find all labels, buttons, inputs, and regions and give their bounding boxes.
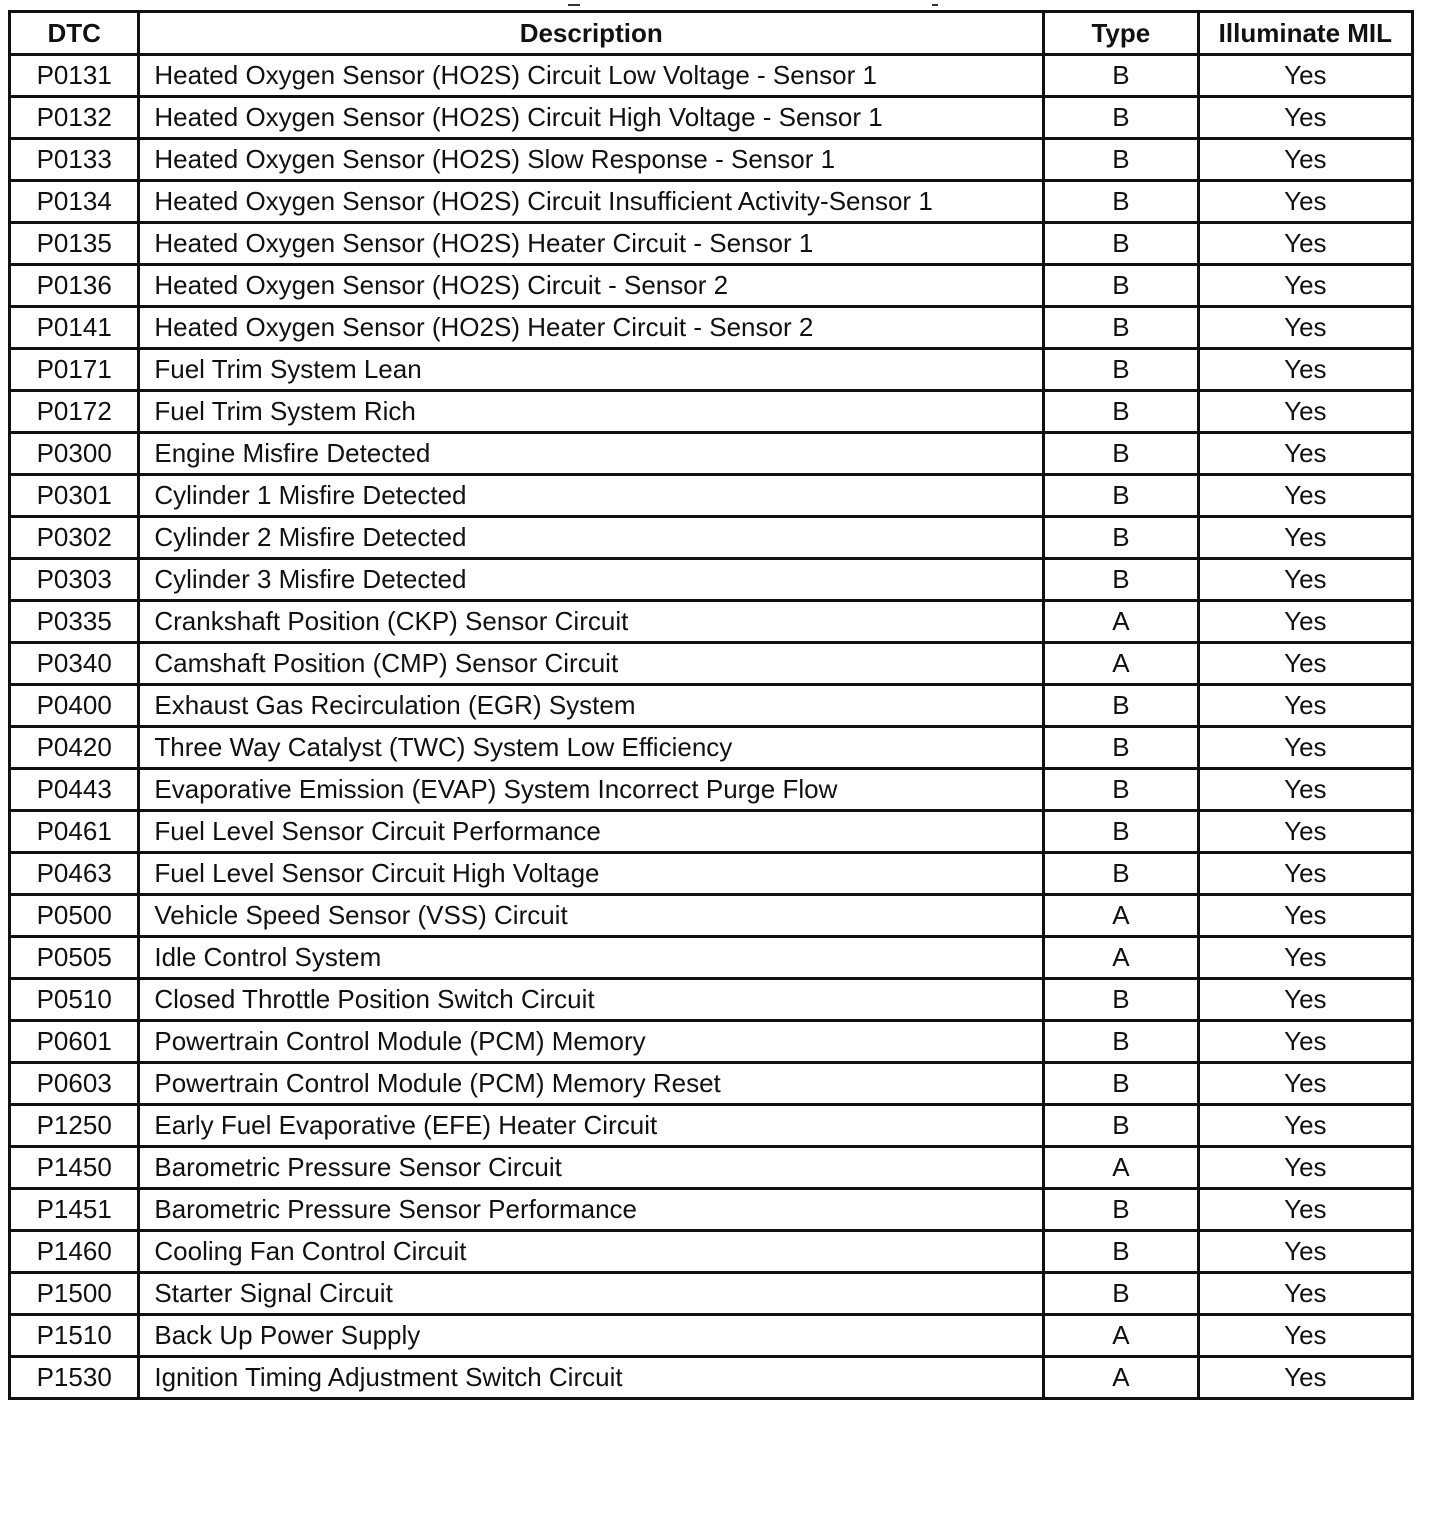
dtc-code: P0133 [10,139,139,181]
header-description: Description [139,12,1044,55]
scan-mark [568,4,580,6]
scan-mark [932,4,938,6]
table-row [10,223,1413,265]
dtc-description: Heated Oxygen Sensor (HO2S) Circuit Low Voltage - Sensor 1 [139,55,1044,97]
dtc-description: Heated Oxygen Sensor (HO2S) Circuit Insufficient Activity-Sensor 1 [139,181,1044,223]
dtc-description: Crankshaft Position (CKP) Sensor Circuit [139,601,1044,643]
table-row [10,1105,1413,1147]
dtc-type: B [1044,181,1199,223]
table-body [10,55,1413,1399]
dtc-description: Fuel Trim System Rich [139,391,1044,433]
dtc-description: Closed Throttle Position Switch Circuit [139,979,1044,1021]
dtc-description: Starter Signal Circuit [139,1273,1044,1315]
dtc-illuminate-mil: Yes [1198,559,1412,601]
dtc-code: P0603 [10,1063,139,1105]
dtc-type: B [1044,1273,1199,1315]
dtc-illuminate-mil: Yes [1198,1063,1412,1105]
dtc-description: Cylinder 3 Misfire Detected [139,559,1044,601]
table-row [10,1315,1413,1357]
dtc-code: P0505 [10,937,139,979]
dtc-code: P0500 [10,895,139,937]
dtc-illuminate-mil: Yes [1198,55,1412,97]
dtc-description: Fuel Level Sensor Circuit High Voltage [139,853,1044,895]
dtc-description: Heated Oxygen Sensor (HO2S) Heater Circuit - Sensor 1 [139,223,1044,265]
dtc-type: B [1044,307,1199,349]
dtc-description: Fuel Trim System Lean [139,349,1044,391]
dtc-description: Powertrain Control Module (PCM) Memory [139,1021,1044,1063]
dtc-illuminate-mil: Yes [1198,979,1412,1021]
dtc-code: P0300 [10,433,139,475]
table-row [10,895,1413,937]
dtc-illuminate-mil: Yes [1198,1021,1412,1063]
dtc-illuminate-mil: Yes [1198,643,1412,685]
dtc-code: P0303 [10,559,139,601]
dtc-description: Powertrain Control Module (PCM) Memory Reset [139,1063,1044,1105]
dtc-code: P1530 [10,1357,139,1399]
dtc-code: P1451 [10,1189,139,1231]
dtc-type: B [1044,1189,1199,1231]
dtc-code: P0132 [10,97,139,139]
table-row [10,979,1413,1021]
dtc-code: P0301 [10,475,139,517]
dtc-illuminate-mil: Yes [1198,685,1412,727]
dtc-description: Heated Oxygen Sensor (HO2S) Heater Circuit - Sensor 2 [139,307,1044,349]
dtc-code: P0141 [10,307,139,349]
dtc-type: B [1044,1021,1199,1063]
table-row [10,937,1413,979]
table-row [10,1231,1413,1273]
dtc-illuminate-mil: Yes [1198,895,1412,937]
dtc-description: Exhaust Gas Recirculation (EGR) System [139,685,1044,727]
dtc-illuminate-mil: Yes [1198,475,1412,517]
dtc-illuminate-mil: Yes [1198,1315,1412,1357]
dtc-type: A [1044,601,1199,643]
dtc-illuminate-mil: Yes [1198,769,1412,811]
table-row [10,727,1413,769]
dtc-illuminate-mil: Yes [1198,937,1412,979]
dtc-illuminate-mil: Yes [1198,1273,1412,1315]
dtc-code: P0510 [10,979,139,1021]
dtc-type: B [1044,1231,1199,1273]
dtc-illuminate-mil: Yes [1198,1189,1412,1231]
dtc-description: Heated Oxygen Sensor (HO2S) Circuit - Sensor 2 [139,265,1044,307]
dtc-illuminate-mil: Yes [1198,727,1412,769]
dtc-description: Cylinder 1 Misfire Detected [139,475,1044,517]
dtc-description: Cooling Fan Control Circuit [139,1231,1044,1273]
dtc-description: Back Up Power Supply [139,1315,1044,1357]
dtc-illuminate-mil: Yes [1198,223,1412,265]
dtc-description: Evaporative Emission (EVAP) System Incorrect Purge Flow [139,769,1044,811]
dtc-illuminate-mil: Yes [1198,307,1412,349]
dtc-code: P0134 [10,181,139,223]
dtc-type: A [1044,895,1199,937]
dtc-description: Barometric Pressure Sensor Circuit [139,1147,1044,1189]
table-row [10,1273,1413,1315]
dtc-type: B [1044,517,1199,559]
dtc-type: A [1044,1315,1199,1357]
dtc-description: Cylinder 2 Misfire Detected [139,517,1044,559]
dtc-description: Three Way Catalyst (TWC) System Low Efficiency [139,727,1044,769]
table-row [10,601,1413,643]
table-header-row [10,12,1413,55]
dtc-code: P0131 [10,55,139,97]
dtc-description: Fuel Level Sensor Circuit Performance [139,811,1044,853]
table-row [10,517,1413,559]
table-row [10,1021,1413,1063]
dtc-type: B [1044,139,1199,181]
dtc-code: P0171 [10,349,139,391]
dtc-code: P1250 [10,1105,139,1147]
dtc-code: P1510 [10,1315,139,1357]
dtc-type: B [1044,265,1199,307]
table-row [10,769,1413,811]
dtc-illuminate-mil: Yes [1198,517,1412,559]
dtc-description: Camshaft Position (CMP) Sensor Circuit [139,643,1044,685]
dtc-illuminate-mil: Yes [1198,853,1412,895]
table-row [10,181,1413,223]
dtc-type: B [1044,349,1199,391]
dtc-type: B [1044,1105,1199,1147]
dtc-type: A [1044,1147,1199,1189]
dtc-code: P0443 [10,769,139,811]
dtc-illuminate-mil: Yes [1198,97,1412,139]
dtc-type: B [1044,685,1199,727]
dtc-code: P0136 [10,265,139,307]
table-row [10,475,1413,517]
dtc-illuminate-mil: Yes [1198,1231,1412,1273]
dtc-type: B [1044,223,1199,265]
table-row [10,853,1413,895]
dtc-code: P0340 [10,643,139,685]
dtc-illuminate-mil: Yes [1198,1105,1412,1147]
dtc-illuminate-mil: Yes [1198,811,1412,853]
dtc-description: Idle Control System [139,937,1044,979]
dtc-code: P0601 [10,1021,139,1063]
dtc-code: P0420 [10,727,139,769]
table-row [10,139,1413,181]
dtc-code: P1460 [10,1231,139,1273]
table-row [10,643,1413,685]
dtc-code: P0461 [10,811,139,853]
dtc-type: B [1044,1063,1199,1105]
dtc-description: Ignition Timing Adjustment Switch Circuit [139,1357,1044,1399]
dtc-illuminate-mil: Yes [1198,265,1412,307]
table-row [10,559,1413,601]
dtc-type: B [1044,391,1199,433]
dtc-illuminate-mil: Yes [1198,181,1412,223]
dtc-type: B [1044,769,1199,811]
dtc-illuminate-mil: Yes [1198,349,1412,391]
header-type: Type [1044,12,1199,55]
dtc-type: B [1044,811,1199,853]
table-row [10,1357,1413,1399]
dtc-description: Heated Oxygen Sensor (HO2S) Circuit High Voltage - Sensor 1 [139,97,1044,139]
dtc-code: P1450 [10,1147,139,1189]
dtc-description: Early Fuel Evaporative (EFE) Heater Circuit [139,1105,1044,1147]
dtc-type: B [1044,853,1199,895]
table-row [10,55,1413,97]
dtc-code: P0135 [10,223,139,265]
dtc-type: B [1044,55,1199,97]
dtc-illuminate-mil: Yes [1198,139,1412,181]
table-row [10,307,1413,349]
dtc-code: P0463 [10,853,139,895]
table-row [10,349,1413,391]
dtc-code: P1500 [10,1273,139,1315]
dtc-type: B [1044,979,1199,1021]
table-row [10,1147,1413,1189]
table-row [10,1063,1413,1105]
dtc-illuminate-mil: Yes [1198,1147,1412,1189]
dtc-description: Vehicle Speed Sensor (VSS) Circuit [139,895,1044,937]
table-row [10,1189,1413,1231]
dtc-code: P0172 [10,391,139,433]
dtc-code: P0400 [10,685,139,727]
dtc-description: Barometric Pressure Sensor Performance [139,1189,1044,1231]
dtc-type: B [1044,559,1199,601]
dtc-table [8,10,1414,1400]
dtc-code: P0335 [10,601,139,643]
table-row [10,265,1413,307]
dtc-type: B [1044,433,1199,475]
dtc-illuminate-mil: Yes [1198,601,1412,643]
table-row [10,97,1413,139]
dtc-code: P0302 [10,517,139,559]
dtc-type: B [1044,97,1199,139]
dtc-description: Heated Oxygen Sensor (HO2S) Slow Response - Sensor 1 [139,139,1044,181]
dtc-illuminate-mil: Yes [1198,433,1412,475]
header-illuminate-mil: Illuminate MIL [1198,12,1412,55]
dtc-illuminate-mil: Yes [1198,1357,1412,1399]
table-row [10,685,1413,727]
dtc-illuminate-mil: Yes [1198,391,1412,433]
table-row [10,391,1413,433]
header-dtc: DTC [10,12,139,55]
dtc-description: Engine Misfire Detected [139,433,1044,475]
dtc-type: A [1044,643,1199,685]
dtc-type: A [1044,1357,1199,1399]
table-row [10,811,1413,853]
dtc-type: B [1044,475,1199,517]
dtc-type: B [1044,727,1199,769]
table-row [10,433,1413,475]
dtc-type: A [1044,937,1199,979]
